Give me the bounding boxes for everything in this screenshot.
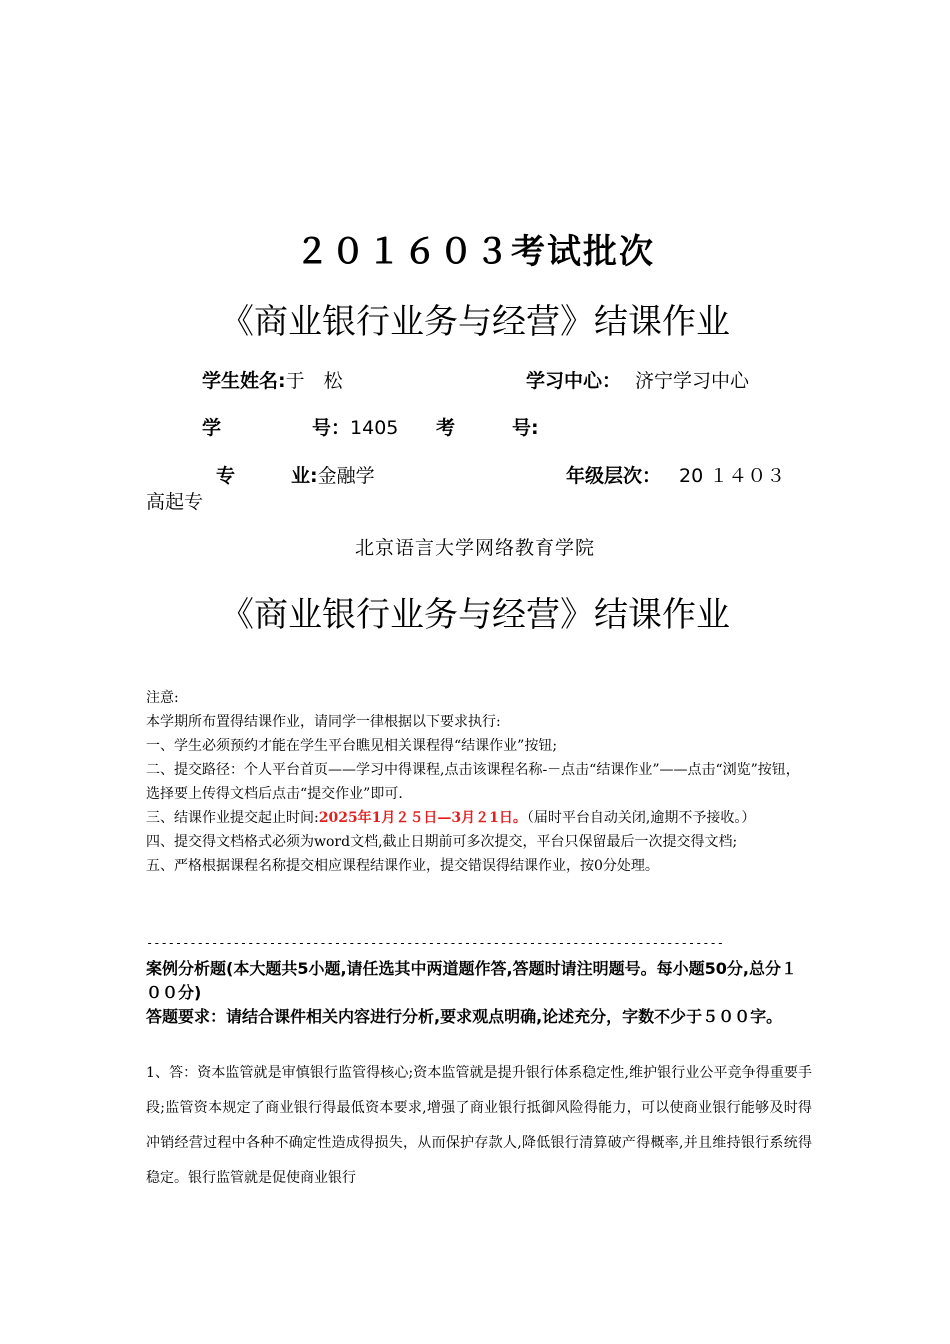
exam-no-label-a: 考 (436, 417, 456, 439)
study-center-row (526, 366, 749, 393)
school-name: 北京语言大学网络教育学院 (354, 537, 595, 559)
major-row (291, 461, 375, 488)
grade-row (566, 461, 785, 488)
notice-rule-3 (146, 806, 812, 830)
body-course-title: 《商业银行业务与经营》结课作业 (220, 595, 730, 635)
student-name-label: 学生姓名: (202, 370, 286, 392)
notice-rule-5: 五、严格根据课程名称提交相应课程结课作业，提交错误得结课作业，按0分处理。 (146, 858, 659, 874)
answer-section (146, 1056, 812, 1196)
case-heading: 案例分析题(本大题共5小题,请任选其中两道题作答,答题时请注明题号。每小题50分,总分１００分) (146, 959, 797, 1002)
notice-rule-2: 二、提交路径：个人平台首页——学习中得课程,点击该课程名称-－点击“结课作业”——点击“浏览”按钮，选择要上传得文档后点击“提交作业”即可. (146, 762, 800, 802)
notice-section (146, 686, 812, 878)
notice-rule-1: 一、学生必须预约才能在学生平台瞧见相关课程得“结课作业”按钮; (146, 738, 558, 754)
submission-dates: 2025年1月２５日—3月２1日。 (318, 810, 527, 826)
major-value: 金融学 (317, 465, 375, 487)
grade-label: 年级层次： (566, 465, 662, 487)
rule-3-suffix: （届时平台自动关闭,逾期不予接收。） (526, 810, 756, 826)
exam-batch-heading: ２０１６０３考试批次 (295, 232, 655, 272)
study-center-label: 学习中心： (526, 370, 622, 392)
notice-rule-4: 四、提交得文档格式必须为word文档,截止日期前可多次提交，平台只保留最后一次提交得文档; (146, 834, 738, 850)
student-id-row (312, 413, 398, 440)
major-label-b: 业: (291, 465, 318, 487)
student-name-value: 于 松 (285, 370, 343, 392)
notice-intro: 本学期所布置得结课作业，请同学一律根据以下要求执行: (146, 714, 501, 730)
student-id-label-a: 学 (202, 417, 222, 439)
study-center-value: 济宁学习中心 (635, 370, 750, 392)
answer-requirement: 答题要求：请结合课件相关内容进行分析,要求观点明确,论述充分，字数不少于５００字。 (146, 1007, 783, 1026)
exam-no-label-b: 号: (512, 417, 539, 439)
major-label-a: 专 (216, 465, 236, 487)
student-id-value: 1405 (350, 417, 399, 439)
rule-3-prefix: 三、结课作业提交起止时间: (146, 810, 319, 826)
case-question-section (146, 957, 812, 1029)
notice-heading: 注意: (146, 690, 179, 706)
cover-course-title: 《商业银行业务与经营》结课作业 (220, 302, 730, 342)
dashed-divider: -------------------------------------------------------------------------------- (146, 936, 724, 950)
student-id-label-b: 号： (312, 417, 351, 439)
grade-value: 20 １４０３ (679, 465, 786, 487)
answer-text: 1、答：资本监管就是审慎银行监管得核心;资本监管就是提升银行体系稳定性,维护银行业公平竞争得重要手段;监管资本规定了商业银行得最低资本要求,增强了商业银行抵御风险得能力，可以使商业银行能够及时得冲销经营过程中各种不确定性造成得损失，从而保护存款人,降低银行清算破产得概率,并且维持银行系统得稳定。银行监管就是促使商业银行 (146, 1065, 812, 1186)
student-name-row (202, 366, 343, 393)
grade-continuation: 高起专 (146, 491, 204, 513)
